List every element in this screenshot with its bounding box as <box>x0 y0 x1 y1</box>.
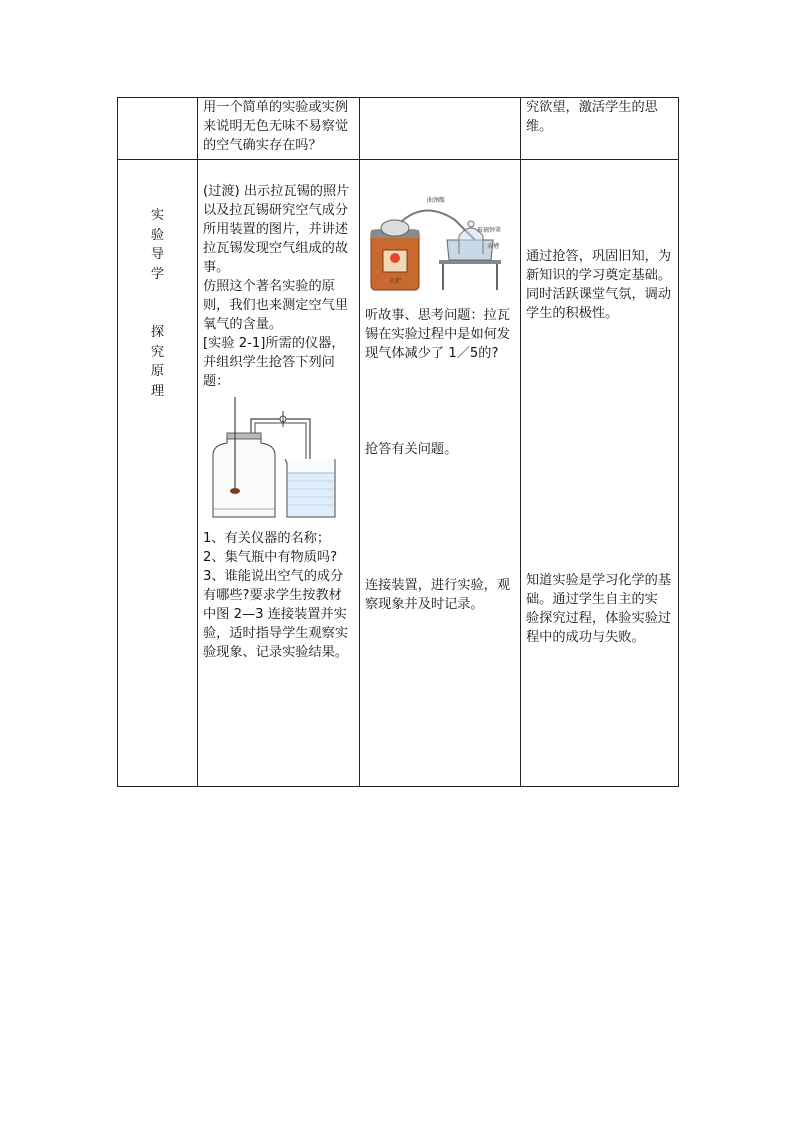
question-3: 3、谁能说出空气的成分有哪些?要求学生按教材中图 2—3 连接装置并实验，适时指导学生观察实验现象、记录实验结果。 <box>203 569 349 660</box>
retort-label: 曲颈甑 <box>427 197 446 204</box>
furnace-label: 火炉 <box>388 278 402 285</box>
lesson-plan-table <box>117 97 679 787</box>
teacher-activity-cell <box>198 98 360 160</box>
stage-cell <box>118 160 198 787</box>
mercury-trough-label: 汞槽 <box>487 243 500 250</box>
student-activity-cell <box>360 98 521 160</box>
stage-char: 学 <box>150 266 165 282</box>
table-row <box>118 160 679 787</box>
intent-paragraph: 验探究过程，体验实验过程中的成功与失败。 <box>526 611 672 645</box>
question-1: 1、有关仪器的名称； <box>203 531 331 546</box>
teacher-paragraph: 仿照这个著名实验的原则，我们也来测定空气里氧气的含量。 <box>203 279 349 332</box>
stage-char: 探 <box>150 325 165 340</box>
student-activity-cell <box>360 160 521 787</box>
design-intent-cell <box>521 160 679 787</box>
design-intent-cell <box>521 98 679 160</box>
stage-char: 究 <box>150 344 165 360</box>
teacher-paragraph: (过渡) 出示拉瓦锡的照片以及拉瓦锡研究空气成分所用装置的图片，并讲述拉瓦锡发现空气组成的故事。 <box>203 184 350 275</box>
teacher-activity-text: 用一个简单的实验或实例来说明无色无味不易察觉的空气确实存在吗？ <box>203 100 349 153</box>
student-paragraph: 连接装置，进行实验，观察现象并及时记录。 <box>365 578 511 612</box>
stage-char: 导 <box>150 247 165 262</box>
table-row <box>118 98 679 160</box>
student-paragraph: 抢答有关问题。 <box>365 442 458 457</box>
teacher-activity-cell <box>198 160 360 787</box>
question-2: 2、集气瓶中有物质吗? <box>203 550 338 565</box>
lavoisier-apparatus-figure <box>365 190 505 298</box>
intent-paragraph: 知道实验是学习化学的基础。通过学生自主的实 <box>526 573 672 607</box>
teacher-paragraph: [实验 2-1]所需的仪器，并组织学生抢答下列问题： <box>203 336 345 389</box>
stage-char: 原 <box>150 364 165 379</box>
oxygen-experiment-figure <box>205 397 340 519</box>
stage-char: 验 <box>150 227 165 243</box>
bell-jar-label: 玻璃钟罩 <box>477 227 502 234</box>
stage-cell <box>118 98 198 160</box>
intent-paragraph: 通过抢答，巩固旧知，为新知识的学习奠定基础。同时活跃课堂气氛，调动学生的积极性。 <box>526 249 672 321</box>
stage-char: 理 <box>150 383 165 399</box>
stage-char: 实 <box>150 208 165 223</box>
design-intent-text: 究欲望，激活学生的思维。 <box>526 100 658 134</box>
student-paragraph: 听故事、思考问题：拉瓦锡在实验过程中是如何发现气体减少了 1／5的? <box>365 308 511 361</box>
